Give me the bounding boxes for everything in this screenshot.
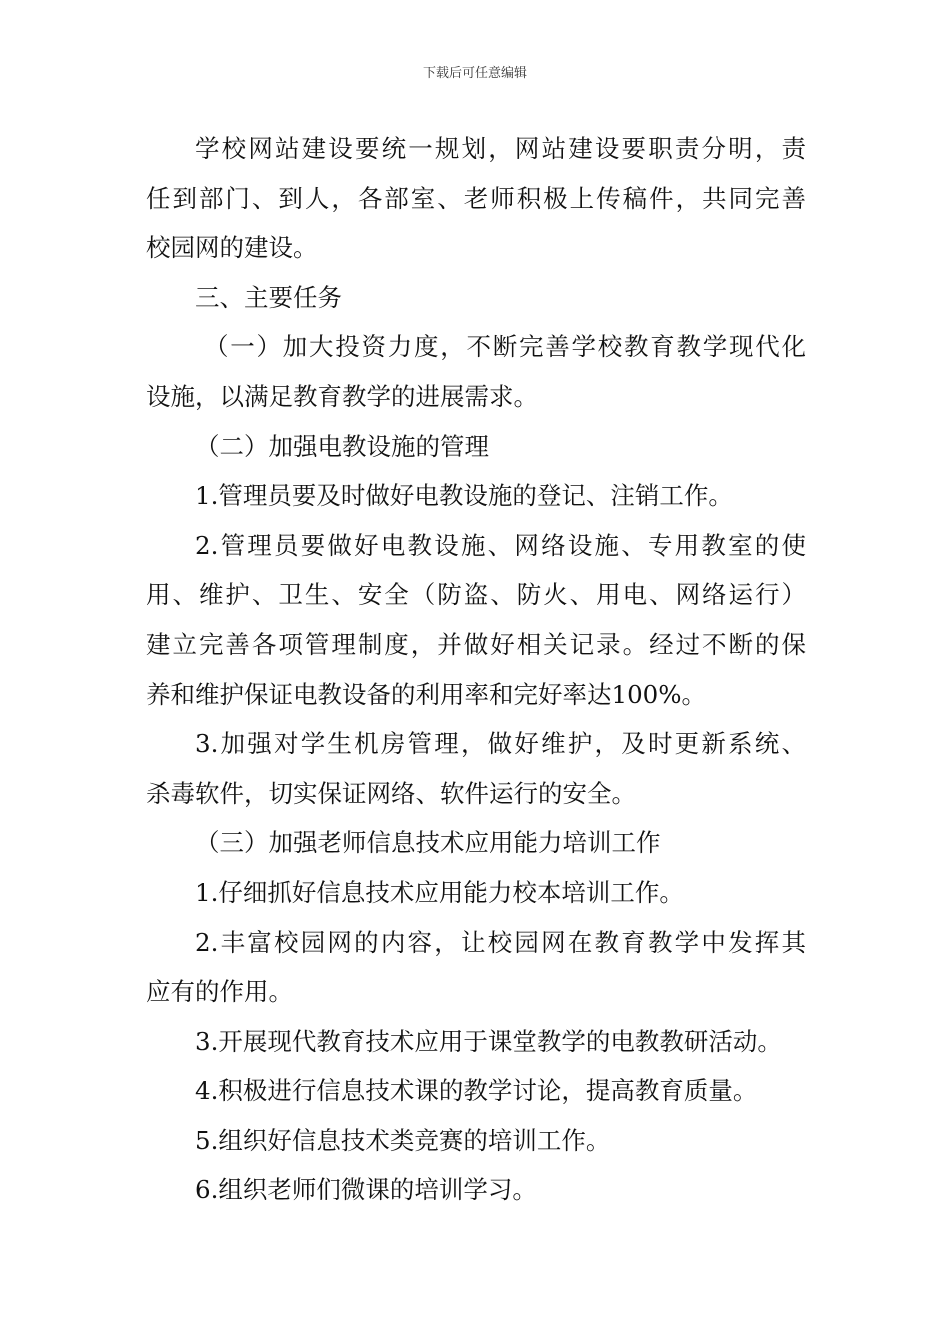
list-item: 4.积极进行信息技术课的教学讨论，提高教育质量。 (195, 1076, 758, 1106)
subsection-heading: （一）加大投资力度，不断完善学校教育教学现代化 (204, 332, 806, 362)
list-item: 3.加强对学生机房管理，做好维护，及时更新系统、 (195, 729, 806, 759)
page-header: 下载后可任意编辑 (422, 66, 527, 81)
paragraph-line: 建立完善各项管理制度，并做好相关记录。经过不断的保 (146, 629, 806, 659)
subsection-heading: （三）加强老师信息技术应用能力培训工作 (195, 828, 661, 858)
list-item: 2.管理员要做好电教设施、网络设施、专用教室的使 (195, 530, 806, 560)
paragraph-line: 杀毒软件，切实保证网络、软件运行的安全。 (146, 778, 636, 808)
paragraph-line: 任到部门、到人，各部室、老师积极上传稿件，共同完善 (146, 183, 806, 213)
list-item: 1.仔细抓好信息技术应用能力校本培训工作。 (195, 877, 684, 907)
section-heading: 三、主要任务 (195, 282, 342, 312)
paragraph-line: 校园网的建设。 (146, 233, 318, 263)
list-item: 3.开展现代教育技术应用于课堂教学的电教教研活动。 (195, 1026, 782, 1056)
list-item: 1.管理员要及时做好电教设施的登记、注销工作。 (195, 481, 733, 511)
document-body (146, 124, 806, 1215)
list-item: 6.组织老师们微课的培训学习。 (195, 1175, 537, 1205)
paragraph-line: 用、维护、卫生、安全（防盗、防火、用电、网络运行） (146, 580, 806, 610)
list-item: 2.丰富校园网的内容，让校园网在教育教学中发挥其 (195, 927, 806, 957)
paragraph-line: 设施，以满足教育教学的进展需求。 (146, 381, 538, 411)
paragraph-line: 学校网站建设要统一规划，网站建设要职责分明，责 (195, 134, 806, 163)
paragraph-line: 养和维护保证电教设备的利用率和完好率达100%。 (146, 679, 707, 709)
subsection-heading: （二）加强电教设施的管理 (195, 431, 489, 461)
list-item: 5.组织好信息技术类竞赛的培训工作。 (195, 1125, 611, 1155)
paragraph-line: 应有的作用。 (146, 977, 293, 1007)
